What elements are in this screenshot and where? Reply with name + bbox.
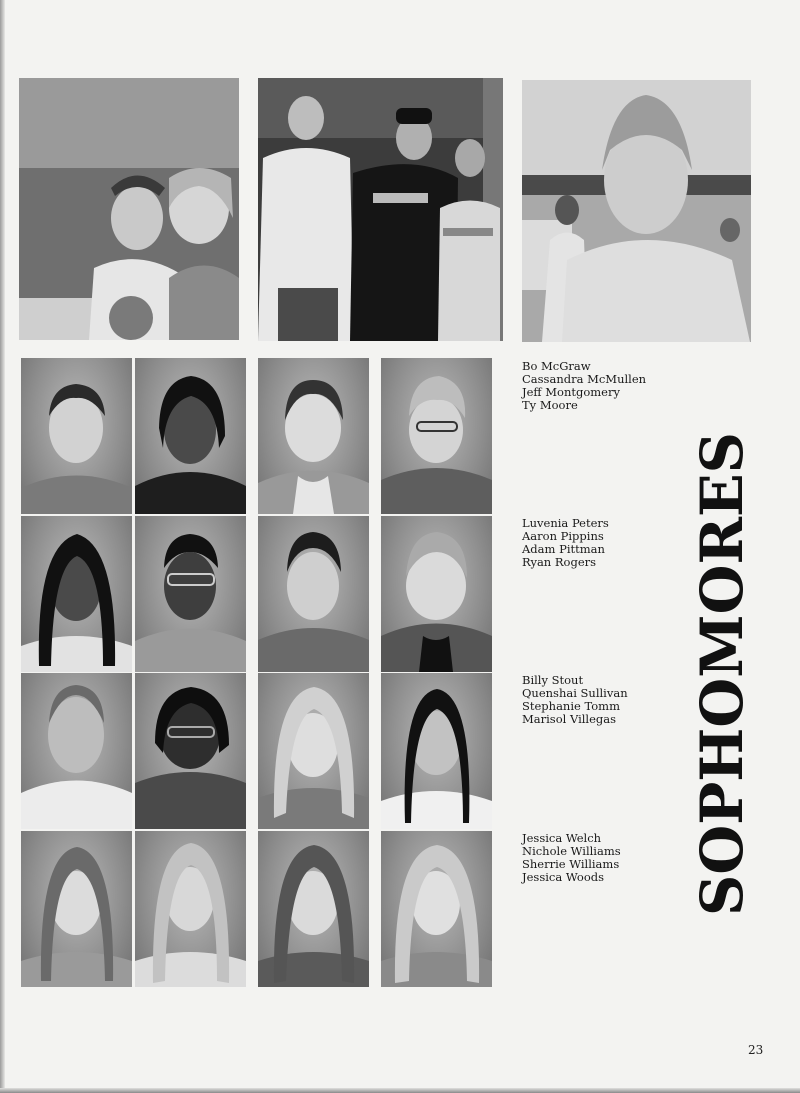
- student-name: Aaron Pippins: [522, 529, 604, 543]
- portrait-adam-pittman: [258, 516, 369, 672]
- candid-photo-three-students: [258, 78, 503, 341]
- student-name: Cassandra McMullen: [522, 372, 647, 386]
- portrait-ty-moore: [381, 358, 492, 514]
- student-name: Adam Pittman: [522, 542, 605, 556]
- portrait-luvenia-peters: [21, 516, 132, 672]
- student-name: Ryan Rogers: [522, 555, 597, 569]
- student-name: Jessica Woods: [522, 870, 604, 884]
- student-name: Sherrie Williams: [522, 857, 620, 871]
- name-list-row-3: [522, 674, 672, 726]
- portrait-cassandra-mcmullen: [135, 358, 246, 514]
- page-number: 23: [748, 1043, 764, 1057]
- student-name: Jessica Welch: [522, 831, 602, 845]
- student-name: Ty Moore: [522, 398, 578, 412]
- portrait-jessica-woods: [381, 831, 492, 987]
- name-list-row-2: [522, 517, 672, 569]
- section-title-text: SOPHOMORES: [688, 425, 756, 916]
- page-binding-edge: [0, 0, 5, 1093]
- section-title-sophomores: [688, 425, 756, 920]
- student-name: Stephanie Tomm: [522, 699, 620, 713]
- portrait-stephanie-tomm: [258, 673, 369, 829]
- portrait-marisol-villegas: [381, 673, 492, 829]
- candid-photo-two-students: [19, 78, 239, 340]
- student-name: Quenshai Sullivan: [522, 686, 628, 700]
- portrait-ryan-rogers: [381, 516, 492, 672]
- portrait-sherrie-williams: [258, 831, 369, 987]
- student-name: Billy Stout: [522, 673, 584, 687]
- student-name: Jeff Montgomery: [522, 385, 620, 399]
- portrait-billy-stout: [21, 673, 132, 829]
- student-name: Marisol Villegas: [522, 712, 617, 726]
- page-bottom-edge: [0, 1088, 800, 1093]
- portrait-quenshai-sullivan: [135, 673, 246, 829]
- candid-photo-student-tongue-out: [522, 80, 751, 342]
- student-name: Nichole Williams: [522, 844, 621, 858]
- portrait-jeff-montgomery: [258, 358, 369, 514]
- name-list-row-4: [522, 832, 672, 884]
- portrait-jessica-welch: [21, 831, 132, 987]
- portrait-aaron-pippins: [135, 516, 246, 672]
- name-list-row-1: [522, 360, 672, 412]
- student-name: Luvenia Peters: [522, 516, 609, 530]
- portrait-bo-mcgraw: [21, 358, 132, 514]
- student-name: Bo McGraw: [522, 359, 591, 373]
- portrait-nichole-williams: [135, 831, 246, 987]
